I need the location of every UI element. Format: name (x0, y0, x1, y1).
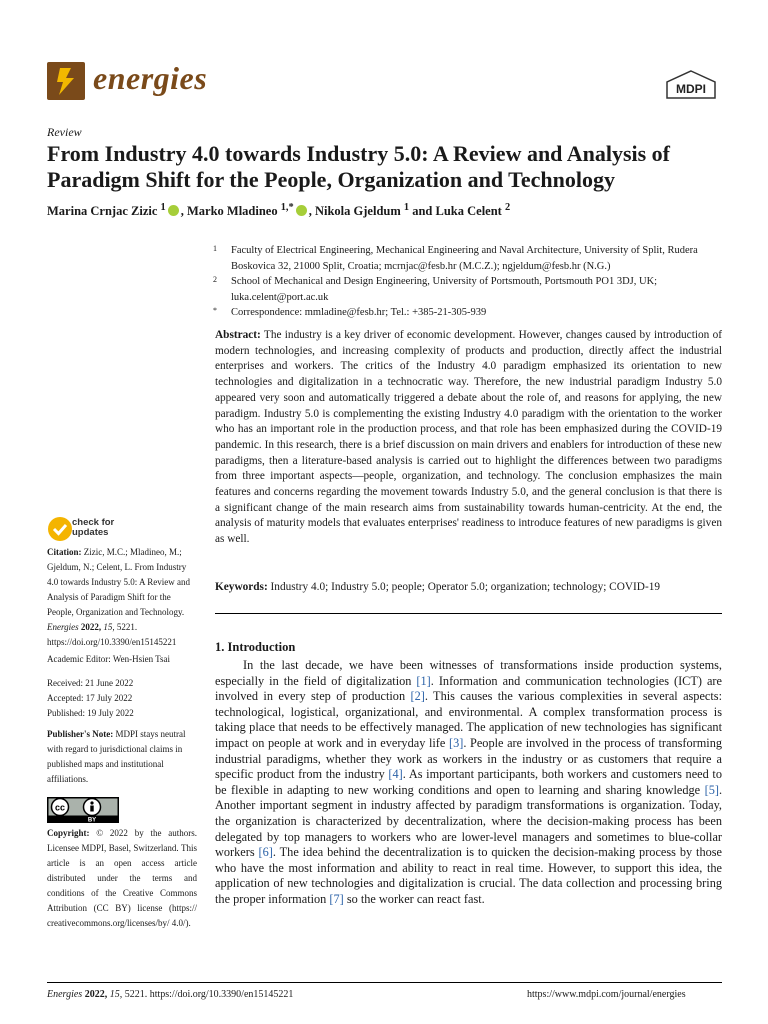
affiliations (213, 243, 723, 321)
mdpi-logo[interactable] (665, 70, 717, 100)
keywords-text: Industry 4.0; Industry 5.0; people; Operator 5.0; organization; technology; COVID-19 (270, 581, 661, 593)
received-date: Received: 21 June 2022 (47, 678, 134, 688)
footer-doi-link[interactable]: 5221. https://doi.org/10.3390/en15145221 (124, 989, 294, 1000)
journal-logo-icon (47, 62, 85, 100)
author-name[interactable]: Luka Celent (435, 204, 502, 219)
citation-link[interactable]: [4] (388, 767, 403, 782)
author-list: Marina Crnjac Zizic $^1$ , Marko Mladineo $^{1,*}$ , Nikola Gjeldum $^1$ and Luka Celent $^2$ (47, 202, 511, 219)
academic-editor: Academic Editor: Wen-Hsien Tsai (47, 654, 171, 664)
abstract-text: The industry is a key driver of economic development. However, changes caused by introduction of modern technologies, and increasing complexity of products and production, directly affect the industrial enterprises and workers. The critics of the Industry 4.0 paradigm emphasized its orientation to new technologies and digitalization in a technocratic way. Therefore, the new industrial paradigm Industry 5.0 appeared very soon and automatically triggered a debate about the role of, and reasons for applying, the new paradigm. Industry 5.0 is complementing the existing Industry 4.0 paradigm with the orientation to the worker who has an important role in the production process, and that role has been emphasized during the COVID-19 pandemic. In this research, there is a brief discussion on main drivers and enablers for introduction of these new paradigms, then a literature-based analysis is carried out to highlight the differences between two paradigms from three important aspects—people, organization, and technology. The conclusion emphasizes the main features and concerns regarding the movement towards Industry 5.0, and the general conclusion is that there is a significant change of the main research aims from sustainability towards human-centricity. At the end, the analysis of maturity models that evaluates enterprises' readiness to introduce features of new paradigms is given as well. (215, 329, 722, 546)
citation-link[interactable]: [3] (448, 735, 464, 750)
accepted-date: Accepted: 17 July 2022 (47, 693, 133, 703)
citation-link[interactable]: [6] (258, 845, 273, 860)
affiliation: 1 Faculty of Electrical Engineering, Mechanical Engineering and Naval Architecture, University of Split, Rudera Boskovica 32, 21000 Split, Croatia; mcrnjac@fesb.hr (M.C.Z.); ngjeldum@fesb.hr (N.G.) (213, 244, 698, 272)
citation-link[interactable]: [7] (329, 891, 344, 906)
check-for-updates-button[interactable]: check for updates (47, 516, 147, 542)
published-date: Published: 19 July 2022 (47, 708, 134, 718)
abstract-label: Abstract: (215, 329, 261, 341)
publisher-label: MDPI (676, 82, 706, 96)
footer-journal-url[interactable]: https://www.mdpi.com/journal/energies (527, 989, 686, 1000)
journal-name[interactable]: energies (93, 60, 208, 96)
author-affil-sup: 1 (403, 202, 410, 213)
cc-by-license-icon[interactable] (47, 797, 119, 823)
citation-block: Citation: Zizic, M.C.; Mladineo, M.; Gjeldum, N.; Celent, L. From Industry 4.0 towards Industry 5.0: A Review and Analysis of Paradigm Shift for the People, Organization and Technology. Energies 2022, 15, 5221. https://doi.org/10.3390/en15145221 (47, 547, 190, 647)
citation-link[interactable]: [1] (416, 673, 431, 688)
orcid-icon[interactable] (296, 205, 307, 216)
copyright-notice: Copyright: © 2022 by the authors. Licensee MDPI, Basel, Switzerland. This article is an open access article distributed under the terms and conditions of the Creative Commons Attribution (CC BY) license (https:// creativecommons.org/licenses/by/ 4.0/). (47, 828, 198, 928)
citation-link[interactable]: [2] (410, 689, 425, 704)
footer-citation: Energies 2022, 15, 5221. https://doi.org/10.3390/en15145221 (47, 989, 294, 1000)
section-heading: 1. Introduction (215, 640, 296, 654)
author-affil-sup: 2 (504, 202, 511, 213)
article-type: Review (47, 125, 82, 139)
affiliation: 2 School of Mechanical and Design Engineering, University of Portsmouth, Portsmouth PO1 3DJ, UK; luka.celent@port.ac.uk (213, 275, 658, 303)
svg-text:cc: cc (54, 802, 66, 813)
author-name[interactable]: Nikola Gjeldum (314, 204, 401, 219)
article-title: From Industry 4.0 towards Industry 5.0: A Review and Analysis of Paradigm Shift for the People, Organization and Technology (47, 141, 671, 192)
citation-link[interactable]: [5] (704, 782, 719, 797)
keywords (215, 580, 722, 596)
author-name[interactable]: Marina Crnjac Zizic (47, 204, 158, 219)
author-affil-sup: 1,* (280, 202, 294, 213)
publishers-note: Publisher's Note: MDPI stays neutral with regard to jurisdictional claims in published maps and institutional affiliations. (47, 729, 186, 784)
author-affil-sup: 1 (160, 202, 166, 213)
check-updates-icon (47, 516, 73, 542)
doi-link[interactable]: 5221. https://doi.org/10.3390/en15145221 (47, 622, 177, 647)
author-name[interactable]: Marko Mladineo (186, 204, 278, 219)
divider (215, 613, 722, 614)
footer-divider (47, 982, 722, 983)
keywords-label: Keywords: (215, 581, 268, 593)
intro-paragraph: In the last decade, we have been witnesses of transformations inside production systems, especially in the field of digitalization [1]. Information and communication technologies (ICT) are involved in every step of production [2]. This causes the various complexities in several aspects: technological, logistical, organizational, and environmental. A complex transformation process is taking place that needs to be effectively managed. The application of new technologies has significant impact on people at work and in everyday life [3]. People are involved in the process of transforming industrial paradigms, whether they work as workers in the industry or as customers that require a specific product from the industry [4]. As important participants, both workers and customers need to be flexible in adapting to new working conditions and open to learning and sharing knowledge [5]. Another important segment in industry affected by paradigm transformations is organization. Today, the organization is characterized by decentralization, where the decision-making process has been delegated by top managers to workers who are lower-level managers and sometimes to blue-collar workers [6]. The idea behind the decentralization is to quicken the decision-making process by those who have the most information and ability to react in real time. However, to support this idea, the application of new technologies and digitalization is crucial. The data collection and processing bring the proper information [7] so the worker can react fast. (215, 658, 723, 906)
correspondence: * Correspondence: mmladine@fesb.hr; Tel.: +385-21-305-939 (213, 306, 487, 318)
orcid-icon[interactable] (168, 205, 179, 216)
svg-text:BY: BY (87, 817, 97, 823)
abstract (215, 328, 722, 548)
